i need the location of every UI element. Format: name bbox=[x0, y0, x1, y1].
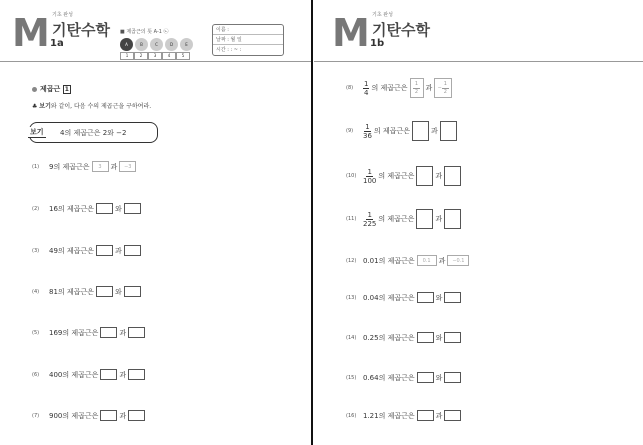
numerator: 1 bbox=[364, 79, 369, 88]
answer-box[interactable] bbox=[124, 203, 141, 214]
problem-number: (9) bbox=[346, 128, 354, 134]
score-box: 5 bbox=[176, 52, 190, 60]
answer-box[interactable] bbox=[100, 410, 117, 421]
denominator: 36 bbox=[363, 131, 372, 140]
problem-number: (5) bbox=[32, 329, 40, 336]
answer-box[interactable] bbox=[434, 78, 452, 98]
answer-box[interactable] bbox=[417, 372, 434, 383]
section-title bbox=[32, 84, 71, 94]
answer-box[interactable]: 3 bbox=[92, 161, 109, 172]
conjunction: 과 bbox=[119, 328, 127, 337]
problem-11 bbox=[346, 209, 463, 229]
answer-box[interactable] bbox=[100, 369, 117, 380]
score-boxes bbox=[120, 52, 190, 60]
conjunction: 와 bbox=[435, 333, 443, 342]
answer-box[interactable] bbox=[417, 332, 434, 343]
problem-number: (3) bbox=[32, 247, 40, 254]
problem-number: (1) bbox=[32, 163, 40, 170]
denominator: 2 bbox=[443, 88, 447, 95]
fraction bbox=[363, 123, 372, 140]
instruction bbox=[32, 101, 151, 110]
answer-box[interactable]: −3 bbox=[119, 161, 136, 172]
example-label: 보기 bbox=[30, 128, 44, 136]
time-field[interactable]: 시간 : : ~ : bbox=[216, 47, 242, 53]
problem-15 bbox=[346, 372, 463, 383]
problem-text: 의 제곱근은 bbox=[371, 84, 408, 92]
problem-12 bbox=[346, 255, 471, 266]
score-box: 4 bbox=[162, 52, 176, 60]
section-number: 1 bbox=[64, 86, 69, 93]
fraction bbox=[363, 211, 376, 228]
problem-number: (14) bbox=[346, 334, 357, 341]
problem-text: 의 제곱근은 bbox=[378, 172, 415, 180]
answer-box[interactable] bbox=[124, 245, 141, 256]
problem-number: (2) bbox=[32, 205, 40, 212]
logo-brand: 기탄수학 bbox=[52, 21, 110, 39]
problem-text: 9의 제곱근은 bbox=[49, 162, 90, 171]
logo bbox=[332, 11, 430, 55]
numerator: 1 bbox=[443, 80, 447, 87]
logo-tagline: 기초 완성 bbox=[372, 12, 393, 18]
conjunction: 과 bbox=[435, 172, 443, 180]
club-icon: ♣ bbox=[32, 103, 40, 110]
bullet-icon bbox=[32, 87, 37, 92]
answer-box[interactable] bbox=[444, 332, 461, 343]
logo-volume: 1a bbox=[50, 38, 64, 49]
answer-box[interactable] bbox=[444, 209, 461, 229]
problem-number: (11) bbox=[346, 216, 357, 222]
problem-9 bbox=[346, 121, 459, 141]
name-date-box bbox=[212, 24, 284, 56]
answer-box[interactable] bbox=[128, 327, 145, 338]
answer-box[interactable] bbox=[444, 292, 461, 303]
answer-box[interactable] bbox=[416, 209, 433, 229]
problem-2 bbox=[32, 203, 143, 214]
conjunction: 과 bbox=[430, 127, 438, 135]
problem-number: (8) bbox=[346, 85, 354, 91]
grade-circle: C bbox=[150, 38, 163, 51]
problem-number: (7) bbox=[32, 412, 40, 419]
score-box: 3 bbox=[148, 52, 162, 60]
denominator: 225 bbox=[363, 219, 377, 228]
answer-box[interactable] bbox=[96, 203, 113, 214]
minus-sign: − bbox=[437, 84, 442, 91]
answer-box[interactable] bbox=[416, 166, 433, 186]
logo bbox=[12, 11, 110, 55]
problem-6 bbox=[32, 369, 147, 380]
denominator: 100 bbox=[363, 176, 377, 185]
problem-4 bbox=[32, 286, 143, 297]
instruction-bold: 보기 bbox=[39, 103, 51, 110]
answer-box[interactable] bbox=[128, 410, 145, 421]
problem-8 bbox=[346, 78, 454, 98]
date-field[interactable]: 날짜 : 월 일 bbox=[213, 35, 283, 45]
problem-text: 81의 제곱근은 bbox=[49, 287, 94, 296]
problem-number: (16) bbox=[346, 412, 357, 419]
left-page bbox=[0, 0, 311, 445]
answer-box[interactable] bbox=[410, 78, 424, 98]
answer-box[interactable] bbox=[128, 369, 145, 380]
conjunction: 와 bbox=[435, 373, 443, 382]
fraction bbox=[363, 168, 376, 185]
problem-text: 169의 제곱근은 bbox=[49, 328, 99, 337]
page-divider bbox=[311, 0, 313, 445]
problem-text: 의 제곱근은 bbox=[378, 215, 415, 223]
logo-letter: M bbox=[332, 11, 369, 55]
grade-circles bbox=[120, 38, 193, 51]
instruction-text: 와 같이, 다음 수의 제곱근을 구하여라. bbox=[50, 103, 152, 110]
grade-circle: B bbox=[135, 38, 148, 51]
problem-13 bbox=[346, 292, 463, 303]
logo-volume: 1b bbox=[370, 38, 385, 49]
problem-10 bbox=[346, 166, 463, 186]
conjunction: 와 bbox=[114, 204, 122, 213]
problem-text: 0.64의 제곱근은 bbox=[363, 373, 415, 382]
numerator: 1 bbox=[367, 210, 372, 219]
example-text: 4의 제곱근은 2와 −2 bbox=[60, 129, 127, 137]
answer-box[interactable] bbox=[412, 121, 429, 141]
answer-box[interactable]: 0.1 bbox=[417, 255, 437, 266]
answer-box[interactable]: −0.1 bbox=[447, 255, 469, 266]
name-field[interactable]: 이름 : bbox=[213, 25, 283, 35]
problem-7 bbox=[32, 410, 147, 421]
problem-text: 49의 제곱근은 bbox=[49, 246, 94, 255]
conjunction: 과 bbox=[435, 215, 443, 223]
conjunction: 과 bbox=[110, 162, 118, 171]
answer-box[interactable] bbox=[96, 245, 113, 256]
conjunction: 와 bbox=[114, 287, 122, 296]
score-box: 2 bbox=[134, 52, 148, 60]
header-info: ■ 제곱근의 뜻 A-1 ㉡ bbox=[120, 29, 169, 35]
fraction bbox=[442, 81, 449, 96]
score-box: 1 bbox=[120, 52, 134, 60]
problem-text: 의 제곱근은 bbox=[373, 127, 410, 135]
problem-text: 0.25의 제곱근은 bbox=[363, 333, 415, 342]
section-title-text: 제곱근 bbox=[40, 85, 61, 93]
conjunction: 과 bbox=[119, 370, 127, 379]
denominator: 2 bbox=[414, 88, 419, 95]
problem-14 bbox=[346, 332, 463, 343]
logo-brand: 기탄수학 bbox=[372, 21, 430, 39]
problem-text: 400의 제곱근은 bbox=[49, 370, 99, 379]
conjunction: 과 bbox=[114, 246, 122, 255]
conjunction: 와 bbox=[435, 293, 443, 302]
answer-box[interactable] bbox=[124, 286, 141, 297]
logo-tagline: 기초 완성 bbox=[52, 12, 73, 18]
problem-number: (4) bbox=[32, 288, 40, 295]
problem-text: 1.21의 제곱근은 bbox=[363, 411, 415, 420]
numerator: 1 bbox=[365, 122, 370, 131]
conjunction: 과 bbox=[435, 411, 443, 420]
header-rule bbox=[314, 61, 643, 62]
conjunction: 과 bbox=[119, 411, 127, 420]
answer-box[interactable] bbox=[96, 286, 113, 297]
logo-letter: M bbox=[12, 11, 49, 55]
problem-number: (10) bbox=[346, 173, 357, 179]
problem-5 bbox=[32, 327, 147, 338]
numerator: 1 bbox=[414, 80, 419, 87]
conjunction: 과 bbox=[438, 256, 446, 265]
problem-text: 0.04의 제곱근은 bbox=[363, 293, 415, 302]
header-rule bbox=[0, 61, 311, 62]
answer-box[interactable] bbox=[444, 372, 461, 383]
grade-circle: E bbox=[180, 38, 193, 51]
problem-1 bbox=[32, 161, 138, 172]
grade-circle: A bbox=[120, 38, 133, 51]
problem-number: (13) bbox=[346, 294, 357, 301]
problem-text: 900의 제곱근은 bbox=[49, 411, 99, 420]
conjunction: 과 bbox=[425, 84, 433, 92]
numerator: 1 bbox=[367, 167, 372, 176]
answer-box[interactable] bbox=[444, 166, 461, 186]
answer-box[interactable] bbox=[417, 292, 434, 303]
grade-circle: D bbox=[165, 38, 178, 51]
fraction bbox=[363, 80, 369, 97]
problem-text: 16의 제곱근은 bbox=[49, 204, 94, 213]
problem-3 bbox=[32, 245, 143, 256]
right-page bbox=[314, 0, 643, 445]
answer-box[interactable] bbox=[440, 121, 457, 141]
answer-box[interactable] bbox=[444, 410, 461, 421]
example-box bbox=[29, 122, 158, 143]
problem-text: 0.01의 제곱근은 bbox=[363, 256, 415, 265]
problem-16 bbox=[346, 410, 463, 421]
denominator: 4 bbox=[364, 88, 369, 97]
problem-number: (12) bbox=[346, 257, 357, 264]
answer-box[interactable] bbox=[417, 410, 434, 421]
problem-number: (15) bbox=[346, 374, 357, 381]
problem-number: (6) bbox=[32, 371, 40, 378]
answer-box[interactable] bbox=[100, 327, 117, 338]
